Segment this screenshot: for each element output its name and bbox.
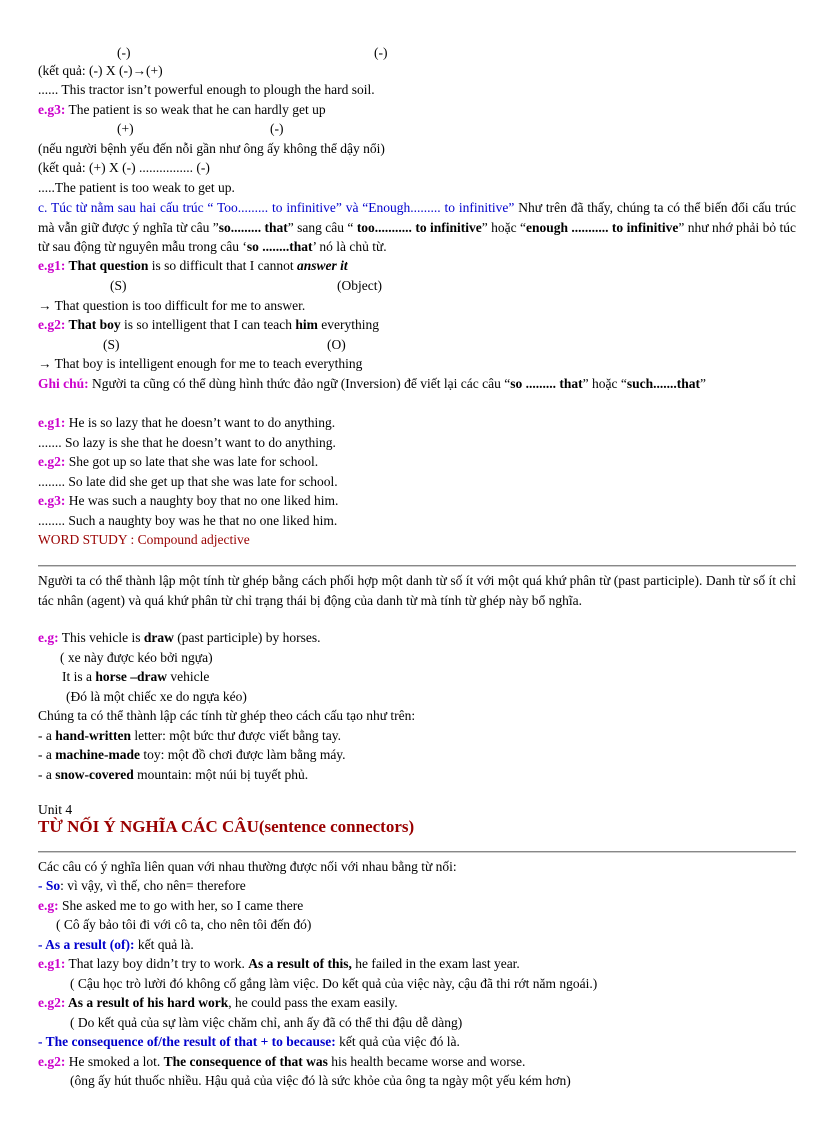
u4-e3-translation: (ông ấy hút thuốc nhiều. Hậu quả của việc đó là sức khỏe của ông ta ngày một yếu kém hơn) (70, 1073, 571, 1088)
note-label: Ghi chú: (38, 376, 89, 391)
u4-e1-translation: ( Cậu học trò lười đó không cố gắng làm việc. Do kết quả của việc này, cậu đã thi rớt năm ngoái.) (70, 976, 598, 991)
ws-ex1: - a hand-written letter: một bức thư được viết bằng tay. (38, 728, 342, 743)
u4-eg: e.g: She asked me to go with her, so I came there (38, 898, 304, 913)
inversion-e3-rewrite: ........ Such a naughty boy was he that no one liked him. (38, 513, 338, 528)
question-example: e.g1: That question is so difficult that I cannot answer it (38, 258, 348, 273)
tractor-sentence: ...... This tractor isn’t powerful enough to plough the hard soil. (38, 82, 375, 97)
patient-too-sentence: .....The patient is too weak to get up. (38, 180, 235, 195)
unit-title: TỪ NỐI Ý NGHĨA CÁC CÂU(sentence connectors) (38, 817, 415, 836)
section-c-heading: c. Túc từ nằm sau hai cấu trúc “ Too......... to infinitive” và “Enough......... to infinitive” (38, 200, 515, 215)
question-result: → That question is too difficult for me to answer. (38, 298, 306, 313)
eg3-label: e.g3: (38, 102, 66, 117)
mark-minus-left: (-) (117, 45, 131, 60)
inversion-e1: e.g1: He is so lazy that he doesn’t want to do anything. (38, 415, 336, 430)
eg3-translation: (nếu người bệnh yếu đến nỗi gần như ông ấy không thể dậy nổi) (38, 141, 385, 156)
word-study-paragraph: Người ta có thể thành lập một tính từ ghép bằng cách phối hợp một danh từ số ít với một quá khứ phân từ (past participle). Danh từ số ít chỉ tác nhân (agent) và quá khứ phân từ chỉ trạng thái bị động của danh từ mà tính từ ghép này bổ nghĩa. (38, 573, 796, 608)
ws-horse-draw: It is a horse –draw vehicle (62, 669, 210, 684)
u4-intro: Các câu có ý nghĩa liên quan với nhau thường được nối với nhau bằng từ nối: (38, 859, 457, 874)
mark-object-2: (O) (327, 337, 346, 352)
inversion-e3: e.g3: He was such a naughty boy that no one liked him. (38, 493, 339, 508)
boy-example: e.g2: That boy is so intelligent that I can teach him everything (38, 317, 379, 332)
u4-e3: e.g2: He smoked a lot. The consequence of that was his health became worse and worse. (38, 1054, 526, 1069)
ws-ex2: - a machine-made toy: một đồ chơi được làm bằng máy. (38, 747, 346, 762)
boy-result: → That boy is intelligent enough for me to teach everything (38, 356, 363, 371)
result-line-2: (kết quả: (+) X (-) ................ (-) (38, 160, 210, 175)
inversion-e2-rewrite: ........ So late did she get up that she was late for school. (38, 474, 338, 489)
ws-example: e.g: This vehicle is draw (past participle) by horses. (38, 630, 321, 645)
u4-e2: e.g2: As a result of his hard work, he could pass the exam easily. (38, 995, 398, 1010)
ws-example-translation: ( xe này được kéo bởi ngựa) (60, 650, 213, 665)
u4-eg-translation: ( Cô ấy bảo tôi đi với cô ta, cho nên tôi đến đó) (56, 917, 312, 932)
mark-minus: (-) (270, 121, 284, 136)
eg3-text: The patient is so weak that he can hardly get up (65, 102, 326, 117)
mark-object: (Object) (337, 278, 382, 293)
section-c-paragraph: c. Túc từ nằm sau hai cấu trúc “ Too......... to infinitive” và “Enough......... to infinitive” Như trên đã thấy, chúng ta có thể biến đổi cấu trúc mà vẫn giữ được ý nghĩa từ câu ”so......... that” sang câu “ too........... to infinitive” hoặc “enough ........... to infinitive” như nhớ phải bỏ túc từ sau động từ nguyên mẫu trong câu ‘so ........that’ nó là chủ từ. (38, 200, 797, 254)
divider-1 (38, 565, 796, 567)
note-paragraph: Ghi chú: Người ta cũng có thể dùng hình thức đảo ngữ (Inversion) để viết lại các câu “so ......... that” hoặc “such.......that” (38, 376, 706, 391)
mark-subject: (S) (110, 278, 127, 293)
mark-plus: (+) (117, 121, 134, 136)
result-line-1: (kết quả: (-) X (-)→(+) (38, 63, 163, 78)
inversion-e2: e.g2: She got up so late that she was late for school. (38, 454, 319, 469)
ws-ex3: - a snow-covered mountain: một núi bị tuyết phủ. (38, 767, 309, 782)
u4-e1: e.g1: That lazy boy didn’t try to work. As a result of this, he failed in the exam last year. (38, 956, 520, 971)
u4-consequence: - The consequence of/the result of that + to because: kết quả của việc đó là. (38, 1034, 460, 1049)
example-eg3 (38, 101, 326, 119)
ws-horse-translation: (Đó là một chiếc xe do ngựa kéo) (66, 689, 247, 704)
divider-2 (38, 851, 796, 853)
word-study-title: WORD STUDY : Compound adjective (38, 532, 250, 547)
u4-as-result: - As a result (of): kết quả là. (38, 937, 194, 952)
u4-e2-translation: ( Do kết quả của sự làm việc chăm chỉ, anh ấy đã có thể thi đậu dễ dàng) (70, 1015, 463, 1030)
unit-label: Unit 4 (38, 802, 73, 817)
mark-minus-right: (-) (374, 45, 388, 60)
inversion-e1-rewrite: ....... So lazy is she that he doesn’t want to do anything. (38, 435, 336, 450)
u4-so: - So: vì vậy, vì thế, cho nên= therefore (38, 878, 246, 893)
ws-can-form: Chúng ta có thể thành lập các tính từ ghép theo cách cấu tạo như trên: (38, 708, 416, 723)
mark-subject-2: (S) (103, 337, 120, 352)
